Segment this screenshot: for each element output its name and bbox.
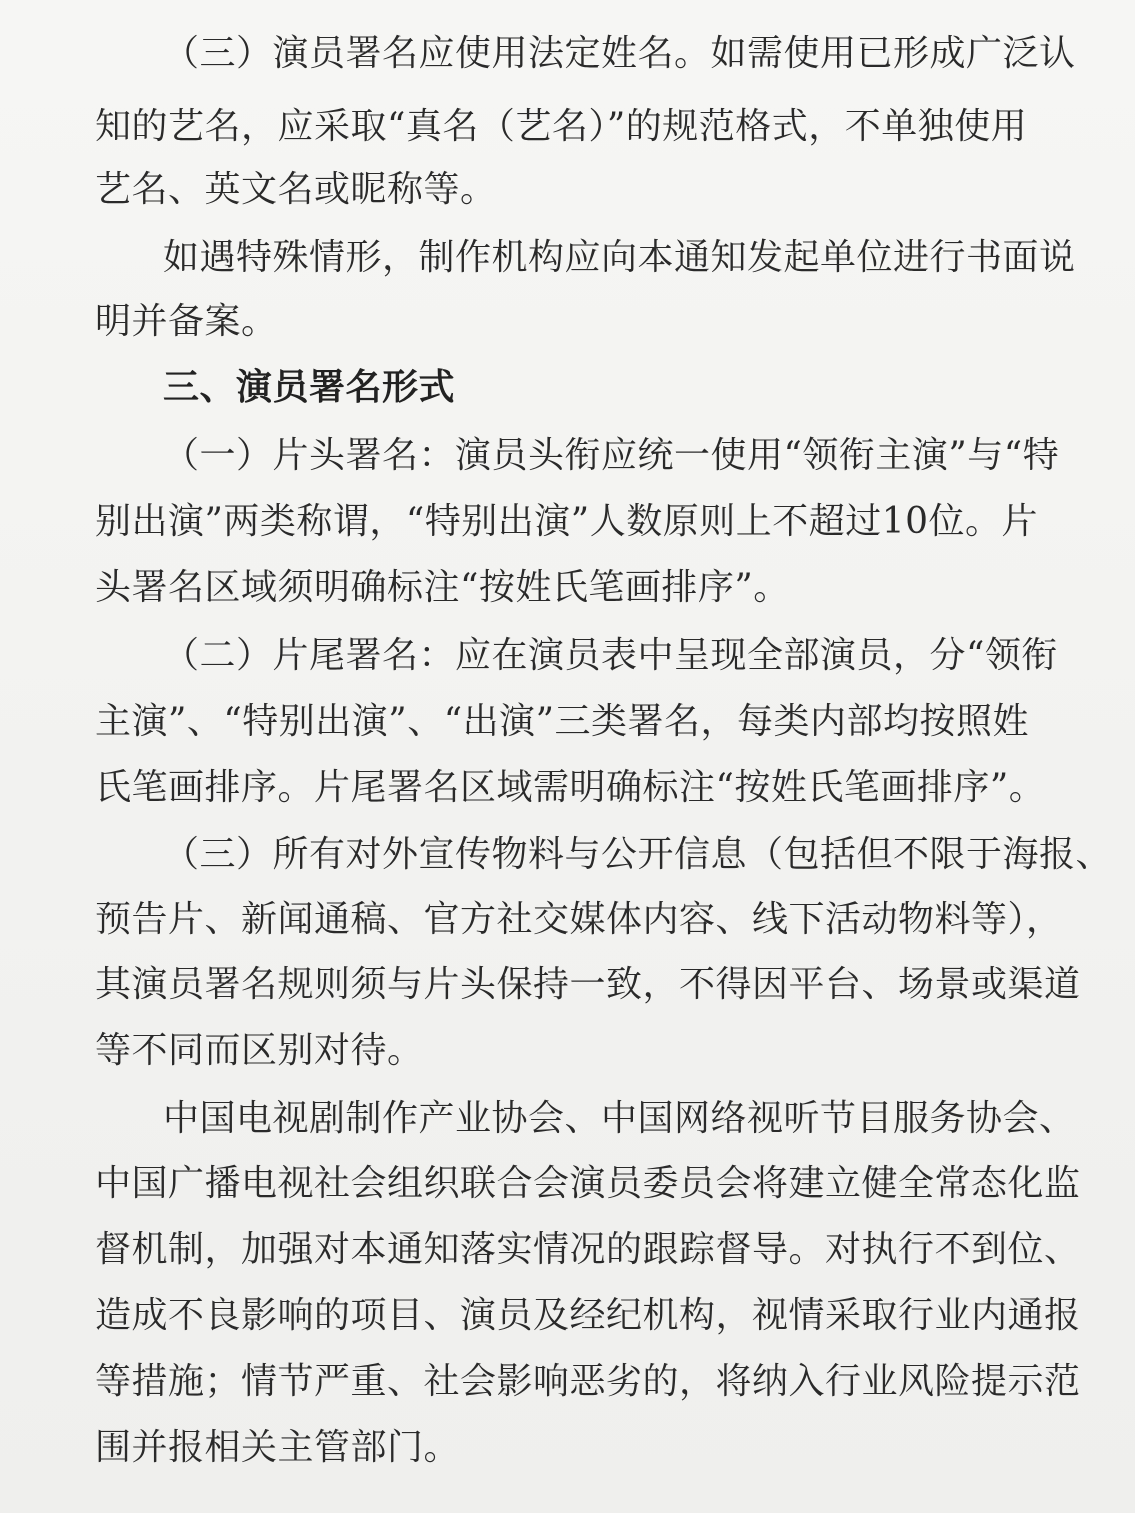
line-text: （三）所有对外宣传物料与公开信息（包括但不限于海报、 <box>163 834 1113 875</box>
line-text: 围并报相关主管部门。 <box>95 1427 461 1468</box>
line-text: （三）演员署名应使用法定姓名。如需使用已形成广泛认 <box>163 33 1076 74</box>
text-line <box>0 624 1135 688</box>
line-text: 明并备案。 <box>95 301 278 342</box>
text-line <box>0 1416 1135 1480</box>
text-line <box>0 953 1135 1017</box>
text-line <box>0 424 1135 488</box>
text-line <box>0 290 1135 354</box>
line-text: 别出演”两类称谓，“特别出演”人数原则上不超过10位。片 <box>95 501 1039 542</box>
text-line <box>0 888 1135 952</box>
text-line <box>0 1218 1135 1282</box>
text-line <box>0 690 1135 754</box>
text-line <box>0 22 1135 86</box>
text-line <box>0 823 1135 887</box>
line-text: （一）片头署名：演员头衔应统一使用“领衔主演”与“特 <box>163 435 1060 476</box>
section-heading-text: 三、演员署名形式 <box>163 367 456 408</box>
text-line <box>0 158 1135 222</box>
text-line <box>0 1350 1135 1414</box>
text-line <box>0 1087 1135 1151</box>
text-line <box>0 1152 1135 1216</box>
line-text: 造成不良影响的项目、演员及经纪机构，视情采取行业内通报 <box>95 1295 1081 1336</box>
text-line <box>0 1284 1135 1348</box>
text-line <box>0 1019 1135 1083</box>
line-text: 等不同而区别对待。 <box>95 1030 424 1071</box>
line-text: 等措施；情节严重、社会影响恶劣的，将纳入行业风险提示范 <box>95 1361 1081 1402</box>
text-line <box>0 756 1135 820</box>
line-text: 如遇特殊情形，制作机构应向本通知发起单位进行书面说 <box>163 237 1076 278</box>
line-text: 氏笔画排序。片尾署名区域需明确标注“按姓氏笔画排序”。 <box>95 767 1046 808</box>
section-heading <box>0 356 1135 420</box>
text-line <box>0 226 1135 290</box>
line-text: 预告片、新闻通稿、官方社交媒体内容、线下活动物料等）， <box>95 899 1063 940</box>
line-text: 中国广播电视社会组织联合会演员委员会将建立健全常态化监 <box>95 1163 1081 1204</box>
line-text: 主演”、“特别出演”、“出演”三类署名，每类内部均按照姓 <box>95 701 1030 742</box>
line-text: 其演员署名规则须与片头保持一致，不得因平台、场景或渠道 <box>95 964 1081 1005</box>
text-line <box>0 556 1135 620</box>
line-text: 督机制，加强对本通知落实情况的跟踪督导。对执行不到位、 <box>95 1229 1081 1270</box>
line-text: 艺名、英文名或昵称等。 <box>95 169 497 210</box>
text-line <box>0 490 1135 554</box>
line-text: 知的艺名，应采取“真名（艺名）”的规范格式，不单独使用 <box>95 106 1028 147</box>
line-text: 中国电视剧制作产业协会、中国网络视听节目服务协会、 <box>163 1098 1076 1139</box>
line-text: 头署名区域须明确标注“按姓氏笔画排序”。 <box>95 567 790 608</box>
line-text: （二）片尾署名：应在演员表中呈现全部演员，分“领衔 <box>163 635 1058 676</box>
text-line <box>0 95 1135 159</box>
